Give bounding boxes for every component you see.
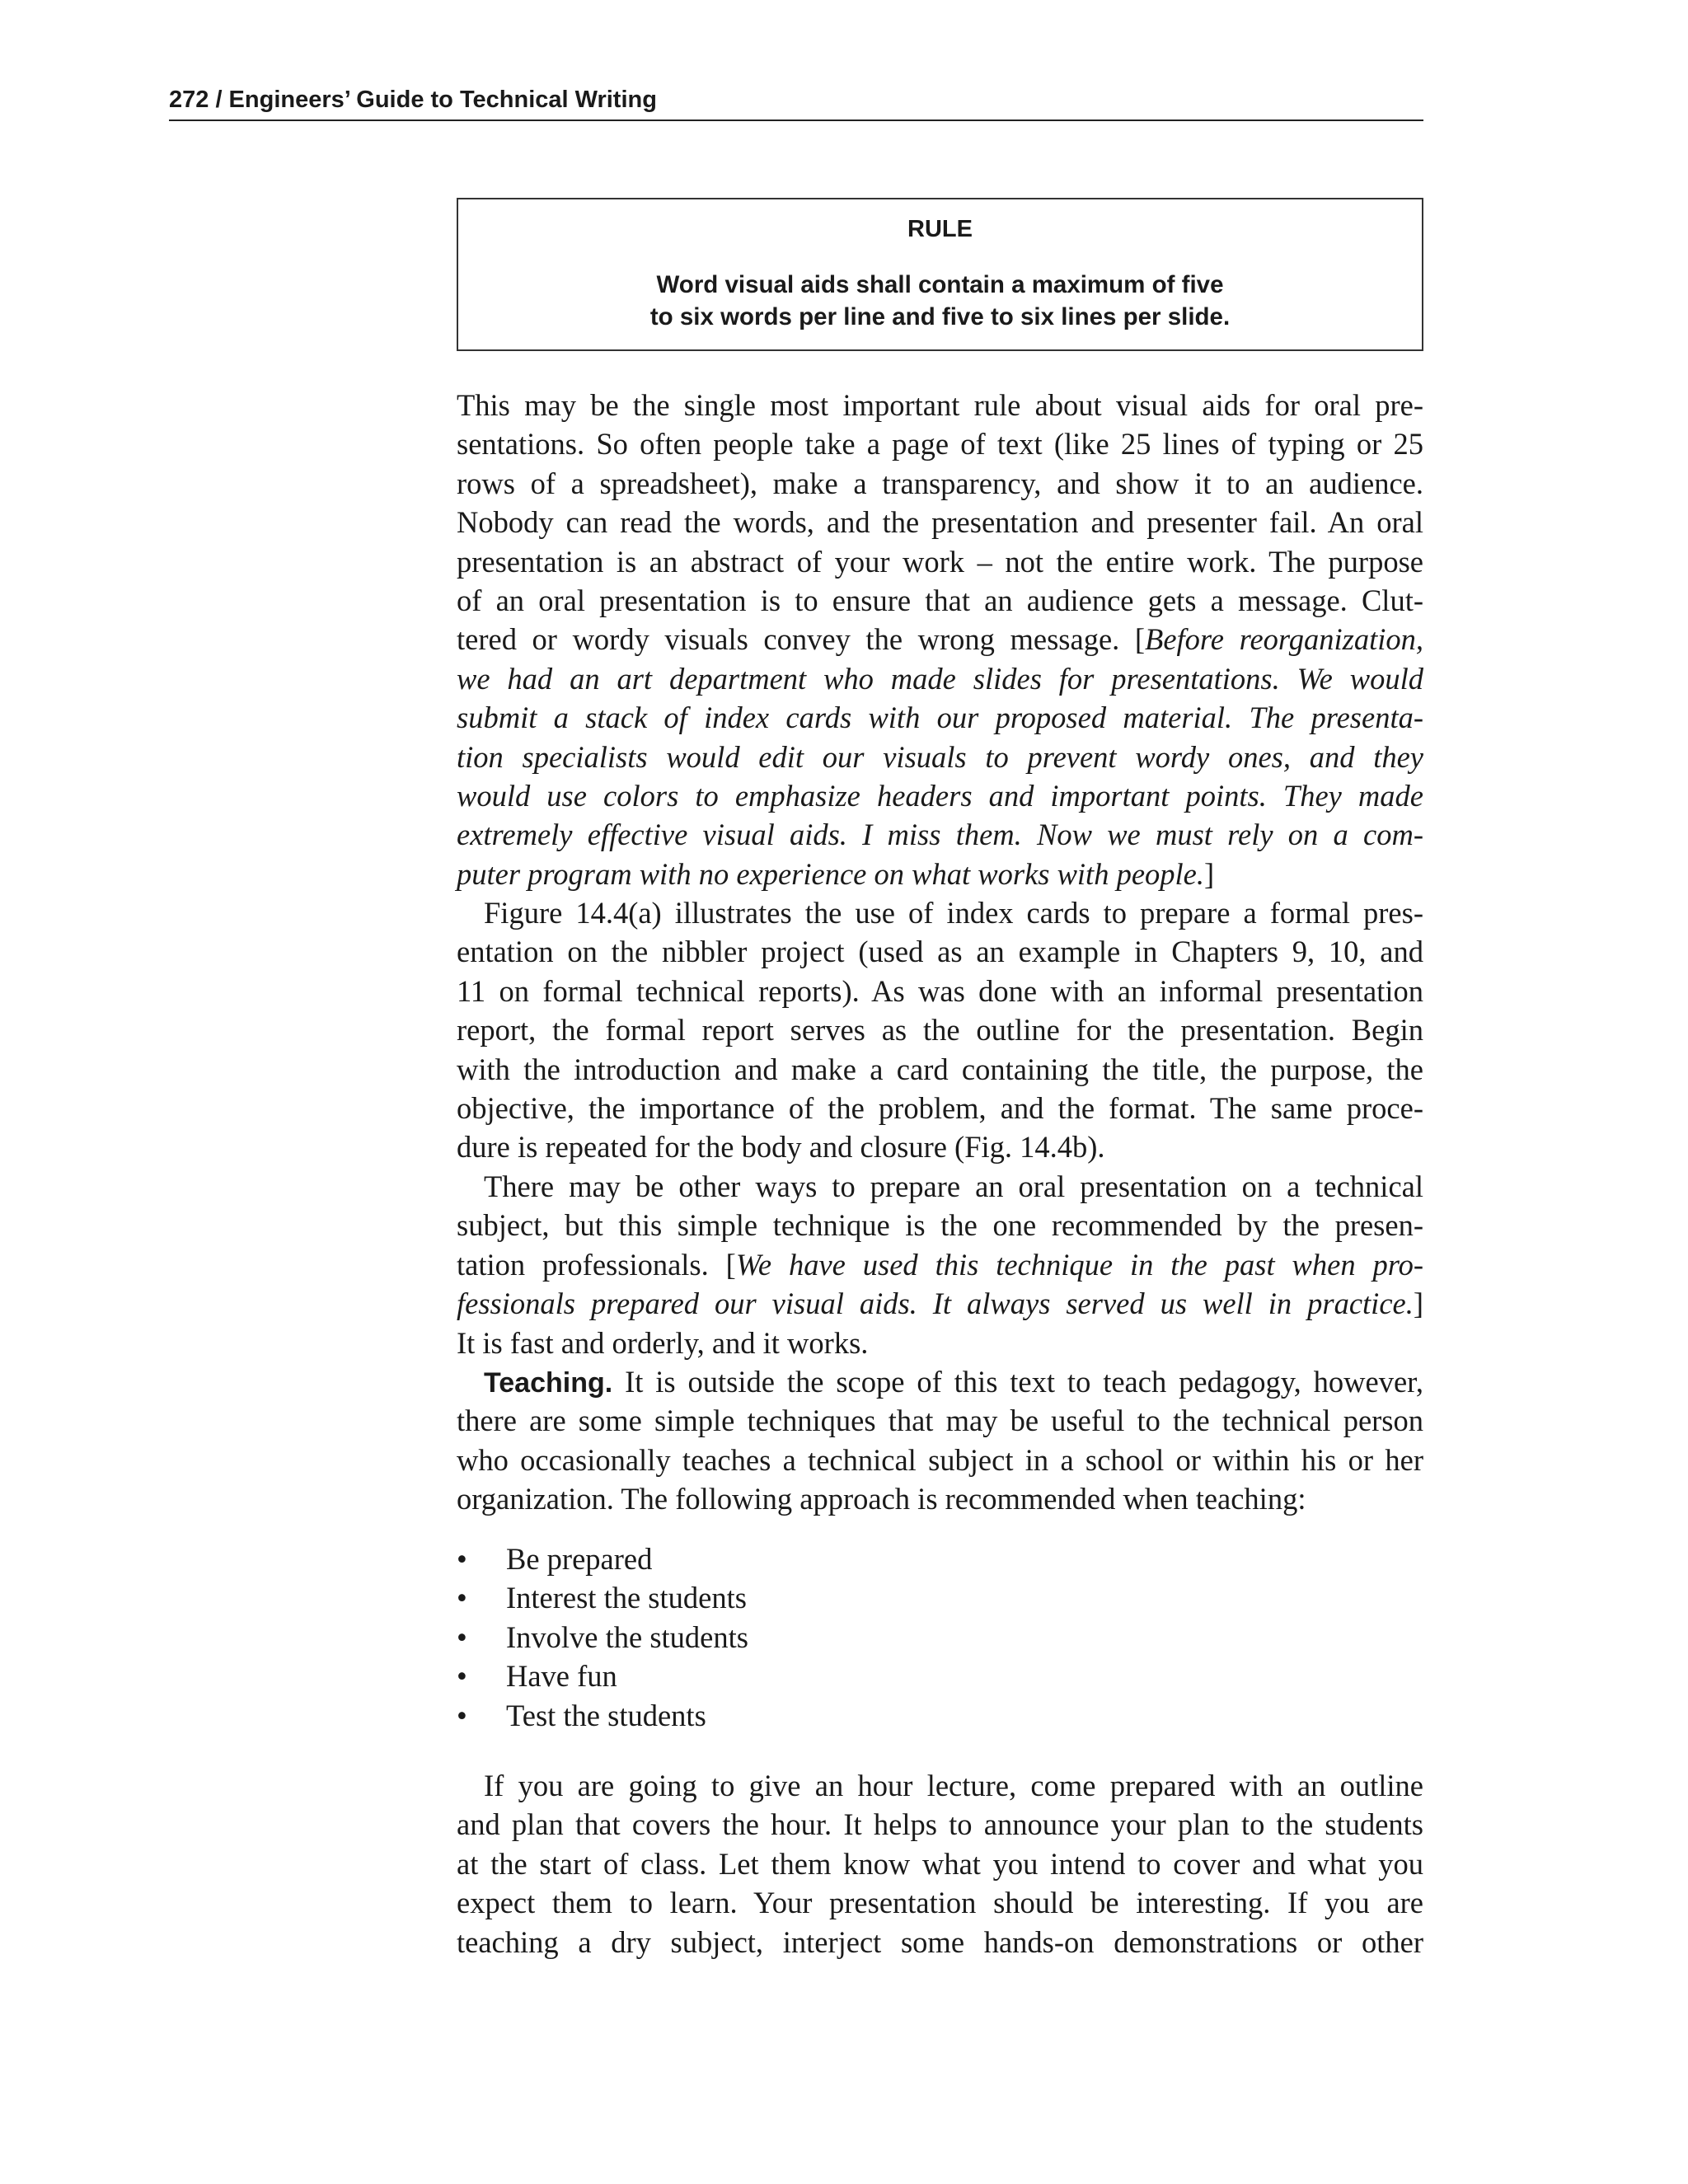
body-line: of an oral presentation is to ensure that an audience gets a message. Clut-	[457, 583, 1423, 617]
body-text: tation professionals. [	[457, 1247, 736, 1282]
body-line: who occasionally teaches a technical subject in a school or within his or her	[457, 1442, 1423, 1477]
body-line: It is fast and orderly, and it works.	[457, 1325, 869, 1360]
italic-aside-line: extremely effective visual aids. I miss them. Now we must rely on a com-	[457, 818, 1423, 852]
body-line: Figure 14.4(a) illustrates the use of index cards to prepare a formal pres-	[484, 896, 1423, 930]
body-line: There may be other ways to prepare an oral presentation on a technical	[484, 1169, 1423, 1203]
body-line	[457, 1362, 1423, 1401]
rule-box	[457, 198, 1423, 351]
body-line: This may be the single most important rule about visual aids for oral pre-	[457, 388, 1423, 422]
bullet-icon: •	[457, 1542, 467, 1576]
bullet-icon: •	[457, 1659, 467, 1694]
bullet-icon: •	[457, 1698, 467, 1732]
bullet-list-teaching-approach	[457, 1540, 1423, 1735]
body-line: organization. The following approach is recommended when teaching:	[457, 1482, 1306, 1516]
section-heading-teaching: Teaching.	[484, 1367, 613, 1399]
list-item-label: Interest the students	[506, 1581, 747, 1615]
italic-aside: fessionals prepared our visual aids. It always served us well in practice.	[457, 1286, 1414, 1321]
list-item-label: Involve the students	[506, 1619, 748, 1654]
italic-aside: Before reorganization,	[1145, 622, 1423, 657]
list-item-label: Test the students	[506, 1698, 706, 1732]
body-line: Nobody can read the words, and the presentation and presenter fail. An oral	[457, 505, 1423, 540]
body-line	[457, 1284, 1423, 1323]
italic-aside-line: tion specialists would edit our visuals to prevent wordy ones, and they	[457, 739, 1423, 774]
body-line: dure is repeated for the body and closure (Fig. 14.4b).	[457, 1130, 1105, 1165]
italic-aside: puter program with no experience on what works with people.	[457, 856, 1204, 891]
list-item-label: Have fun	[506, 1659, 617, 1694]
list-item	[457, 1657, 1423, 1695]
body-text: It is outside the scope of this text to teach pedagogy, however,	[612, 1365, 1423, 1399]
paragraph-other-ways	[457, 1167, 1423, 1362]
paragraph-figure-14-4	[457, 893, 1423, 1167]
list-item-label: Be prepared	[506, 1542, 653, 1576]
italic-aside-line: would use colors to emphasize headers and important points. They made	[457, 778, 1423, 813]
list-item	[457, 1618, 1423, 1657]
body-line: entation on the nibbler project (used as an example in Chapters 9, 10, and	[457, 935, 1423, 969]
body-line: presentation is an abstract of your work – not the entire work. The purpose	[457, 544, 1423, 579]
paragraph-teaching	[457, 1362, 1423, 1519]
list-item	[457, 1540, 1423, 1578]
italic-aside: We have used this technique in the past when pro-	[735, 1247, 1423, 1282]
bracket-close: ]	[1413, 1286, 1423, 1321]
bracket-close: ]	[1204, 856, 1215, 891]
body-line: objective, the importance of the problem, and the format. The same proce-	[457, 1090, 1423, 1125]
list-item	[457, 1578, 1423, 1617]
rule-text-line-2: to six words per line and five to six lines per slide.	[649, 303, 1231, 330]
body-line: report, the formal report serves as the outline for the presentation. Begin	[457, 1013, 1423, 1047]
body-line: expect them to learn. Your presentation should be interesting. If you are	[457, 1886, 1423, 1920]
body-line: with the introduction and make a card containing the title, the purpose, the	[457, 1052, 1423, 1086]
italic-aside-line: submit a stack of index cards with our proposed material. The presenta-	[457, 701, 1423, 735]
list-item	[457, 1696, 1423, 1735]
body-text: tered or wordy visuals convey the wrong message. [	[457, 622, 1146, 657]
body-line: sentations. So often people take a page of text (like 25 lines of typing or 25	[457, 427, 1423, 462]
body-line: If you are going to give an hour lecture, come prepared with an outline	[484, 1769, 1423, 1802]
italic-aside-line: we had an art department who made slides for presentations. We would	[457, 661, 1423, 696]
paragraph-hour-lecture	[457, 1766, 1423, 1961]
body-line: rows of a spreadsheet), make a transparency, and show it to an audience.	[457, 466, 1423, 500]
body-line: subject, but this simple technique is the one recommended by the presen-	[457, 1208, 1423, 1243]
body-line	[457, 1245, 1423, 1284]
body-line: there are some simple techniques that may be useful to the technical person	[457, 1404, 1423, 1438]
paragraph-visual-aids-rule	[457, 386, 1423, 893]
body-line	[457, 855, 1423, 893]
body-line: teaching a dry subject, interject some hands-on demonstrations or other	[457, 1924, 1423, 1959]
bullet-icon: •	[457, 1581, 467, 1615]
body-line: 11 on formal technical reports). As was done with an informal presentation	[457, 973, 1423, 1008]
body-line: at the start of class. Let them know what you intend to cover and what you	[457, 1846, 1423, 1881]
bullet-icon: •	[457, 1619, 467, 1654]
body-line	[457, 620, 1423, 658]
body-line: and plan that covers the hour. It helps to announce your plan to the students	[457, 1807, 1423, 1842]
rule-text-line-1: Word visual aids shall contain a maximum of five	[656, 271, 1224, 298]
running-head: 272 / Engineers’ Guide to Technical Writing	[169, 85, 1423, 121]
rule-title: RULE	[907, 216, 973, 242]
